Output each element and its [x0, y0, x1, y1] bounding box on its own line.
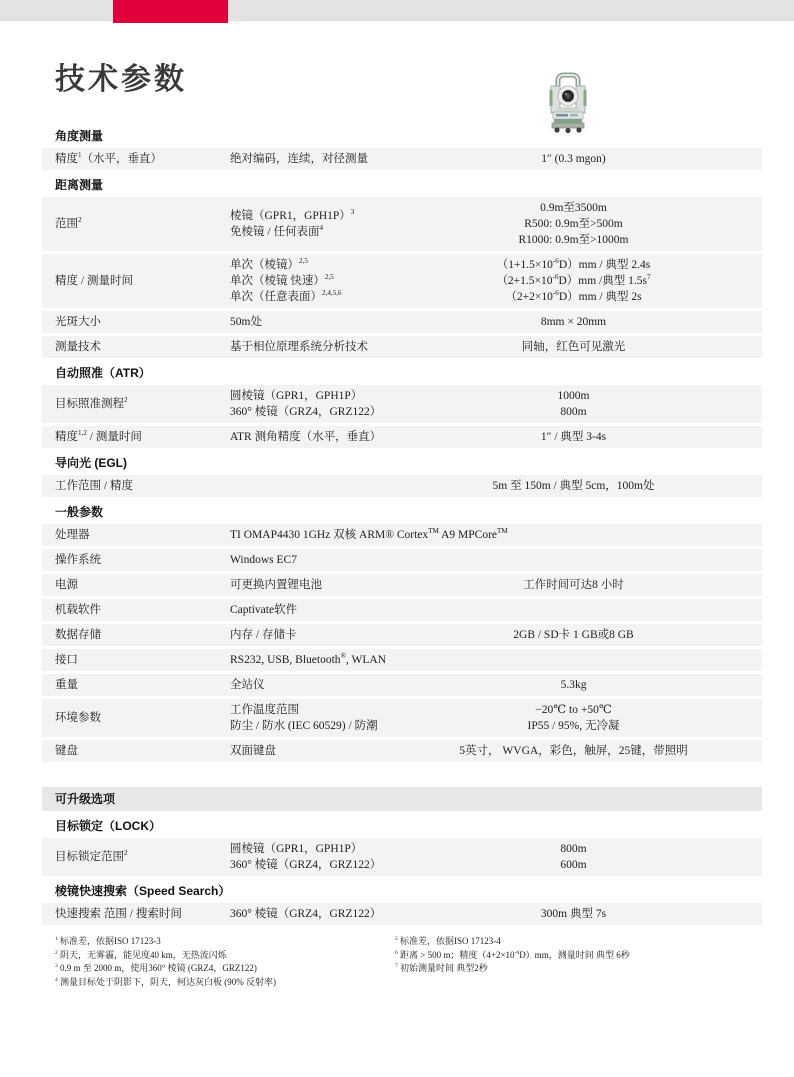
spec-detail: 360° 棱镜（GRZ4，GRZ122）	[230, 859, 382, 871]
spec-detail: 单次（棱镜 快速）$^{2,5}$	[230, 273, 334, 287]
spec-value: 800m	[560, 406, 587, 418]
spec-row	[42, 336, 762, 358]
spec-detail: 360° 棱镜（GRZ4，GRZ122）	[230, 406, 382, 418]
spec-row	[42, 524, 762, 546]
spec-detail: 360° 棱镜（GRZ4，GRZ122）	[230, 908, 382, 920]
spec-value: −20℃ to +50℃	[535, 704, 612, 716]
footnotes-left-column	[42, 935, 395, 989]
spec-label: 目标照准测程$^2$	[55, 396, 128, 410]
spec-detail: 可更换内置锂电池	[230, 579, 322, 591]
spec-value: 800m	[560, 843, 587, 855]
section-header-angle: 角度测量	[42, 124, 762, 148]
spec-label: 目标锁定范围$^2$	[55, 849, 128, 863]
spec-value: 300m 典型 7s	[540, 908, 607, 920]
footnotes	[42, 935, 762, 989]
spec-value: R500: 0.9m至>500m	[524, 218, 623, 230]
spec-row	[42, 903, 762, 925]
spec-label: 工作范围 / 精度	[55, 480, 133, 492]
spec-label: 精度$^{1,2}$ / 测量时间	[55, 429, 142, 443]
section-header-distance: 距离测量	[42, 173, 762, 197]
spec-detail: 内存 / 存储卡	[230, 629, 297, 641]
spec-row	[42, 574, 762, 596]
upgrade-options-bar: 可升级选项	[42, 787, 762, 811]
spec-detail: TI OMAP4430 1GHz 双核 ARM® Cortex™ A9 MPCore™	[230, 527, 508, 541]
spec-value: 5英寸， WVGA，彩色，触屏，25键，带照明	[459, 745, 688, 757]
spec-detail: ATR 测角精度（水平，垂直）	[230, 431, 382, 443]
spec-row	[42, 426, 762, 448]
spec-detail: 棱镜（GPR1，GPH1P）$^3$	[230, 208, 355, 222]
spec-detail: 绝对编码，连续，对径测量	[230, 153, 368, 165]
spec-label: 键盘	[55, 745, 78, 757]
spec-detail: Windows EC7	[230, 554, 297, 566]
spec-value: 5m 至 150m / 典型 5cm，100m处	[492, 480, 655, 492]
spec-value: 1000m	[557, 390, 590, 402]
spec-row	[42, 385, 762, 423]
footnote: $^3$ 0.9 m 至 2000 m，使用360° 棱镜 (GRZ4，GRZ122)	[55, 963, 257, 973]
spec-value: 工作时间可达8 小时	[523, 579, 624, 591]
spec-label: 精度 / 测量时间	[55, 275, 133, 287]
spec-value: $(2+2\times 10^{-6}D)mm$ / 典型 2s	[505, 289, 642, 303]
spec-label: 接口	[55, 654, 78, 666]
spec-row	[42, 254, 762, 308]
spec-value: $(2+1.5\times 10^{-6}D)mm$ /典型 $1.5s^7$	[496, 273, 651, 287]
spec-detail: 单次（任意表面）$^{2,4,5,6}$	[230, 289, 342, 303]
section-header-speed-search: 棱镜快速搜索（Speed Search）	[42, 879, 762, 903]
spec-row	[42, 624, 762, 646]
spec-label: 机载软件	[55, 604, 101, 616]
spec-row	[42, 311, 762, 333]
spec-row	[42, 197, 762, 251]
section-gap	[42, 765, 762, 787]
spec-value: R1000: 0.9m至>1000m	[518, 234, 629, 246]
spec-value: 1″ / 典型 3-4s	[540, 431, 607, 443]
spec-row	[42, 475, 762, 497]
spec-label: 范围$^2$	[55, 216, 82, 230]
spec-detail: 基于相位原理系统分析技术	[230, 341, 368, 353]
spec-value: 同轴，红色可见激光	[521, 341, 626, 353]
spec-value: IP55 / 95%, 无冷凝	[527, 720, 620, 732]
spec-detail: 免棱镜 / 任何表面$^4$	[230, 224, 324, 238]
spec-row	[42, 838, 762, 876]
spec-value: 0.9m至3500m	[540, 202, 607, 214]
footnote: $^6$ 距离 > 500 m；精度$(4+2\times 10^{-6}D)mm$，测量时间 典型 6秒	[395, 949, 630, 960]
footnote: $^5$ 标准差，依据ISO 17123-4	[395, 936, 501, 946]
footnote: $^1$ 标准差，依据ISO 17123-3	[55, 936, 161, 946]
section-header-lock: 目标锁定（LOCK）	[42, 814, 762, 838]
spec-row	[42, 674, 762, 696]
footnote: $^7$ 初始测量时间 典型2秒	[395, 963, 488, 973]
spec-value: 8mm × 20mm	[540, 316, 607, 328]
spec-row	[42, 148, 762, 170]
spec-detail: 全站仪	[230, 679, 265, 691]
page-title: 技术参数	[55, 63, 187, 96]
spec-row	[42, 699, 762, 737]
spec-detail: 防尘 / 防水 (IEC 60529) / 防潮	[230, 720, 378, 732]
spec-value: 600m	[560, 859, 587, 871]
footnote: $^2$ 阴天，无雾霾，能见度40 km，无热流闪烁	[55, 949, 227, 960]
spec-value: $(1+1.5\times 10^{-6}D)mm$ / 典型 2.4s	[496, 257, 651, 271]
spec-value: 5.3kg	[560, 679, 587, 691]
section-header-atr: 自动照准（ATR）	[42, 361, 762, 385]
spec-detail: 圆棱镜（GPR1，GPH1P）	[230, 843, 363, 855]
spec-detail: 工作温度范围	[230, 704, 299, 716]
spec-table	[42, 124, 762, 989]
footnotes-right-column	[395, 935, 762, 989]
spec-label: 环境参数	[55, 712, 101, 724]
spec-label: 快速搜索 范围 / 搜索时间	[55, 908, 182, 920]
spec-label: 操作系统	[55, 554, 101, 566]
spec-value: 2GB / SD卡 1 GB或8 GB	[513, 629, 634, 641]
section-header-general: 一般参数	[42, 500, 762, 524]
section-header-egl: 导向光 (EGL)	[42, 451, 762, 475]
spec-row	[42, 740, 762, 762]
spec-label: 电源	[55, 579, 78, 591]
spec-label: 测量技术	[55, 341, 101, 353]
spec-label: 数据存储	[55, 629, 101, 641]
spec-detail: Captivate软件	[230, 604, 298, 616]
total-station-image	[536, 72, 600, 134]
spec-label: 处理器	[55, 529, 90, 541]
spec-value: 1″ (0.3 mgon)	[541, 153, 606, 165]
spec-label: 精度$^1$（水平，垂直）	[55, 151, 163, 165]
spec-row	[42, 549, 762, 571]
spec-detail: RS232, USB, Bluetooth®, WLAN	[230, 652, 387, 666]
spec-detail: 单次（棱镜）$^{2,5}$	[230, 257, 308, 271]
total-station-icon	[536, 72, 600, 134]
top-red-accent	[113, 0, 228, 23]
spec-detail: 圆棱镜（GPR1，GPH1P）	[230, 390, 363, 402]
footnote: $^4$ 测量目标处于阴影下，阴天，柯达灰白板 (90% 反射率)	[55, 976, 277, 987]
spec-row	[42, 599, 762, 621]
spec-label: 光斑大小	[55, 316, 101, 328]
spec-detail: 双面键盘	[230, 745, 276, 757]
spec-row	[42, 649, 762, 671]
spec-detail: 50m处	[230, 316, 262, 328]
spec-label: 重量	[55, 679, 78, 691]
